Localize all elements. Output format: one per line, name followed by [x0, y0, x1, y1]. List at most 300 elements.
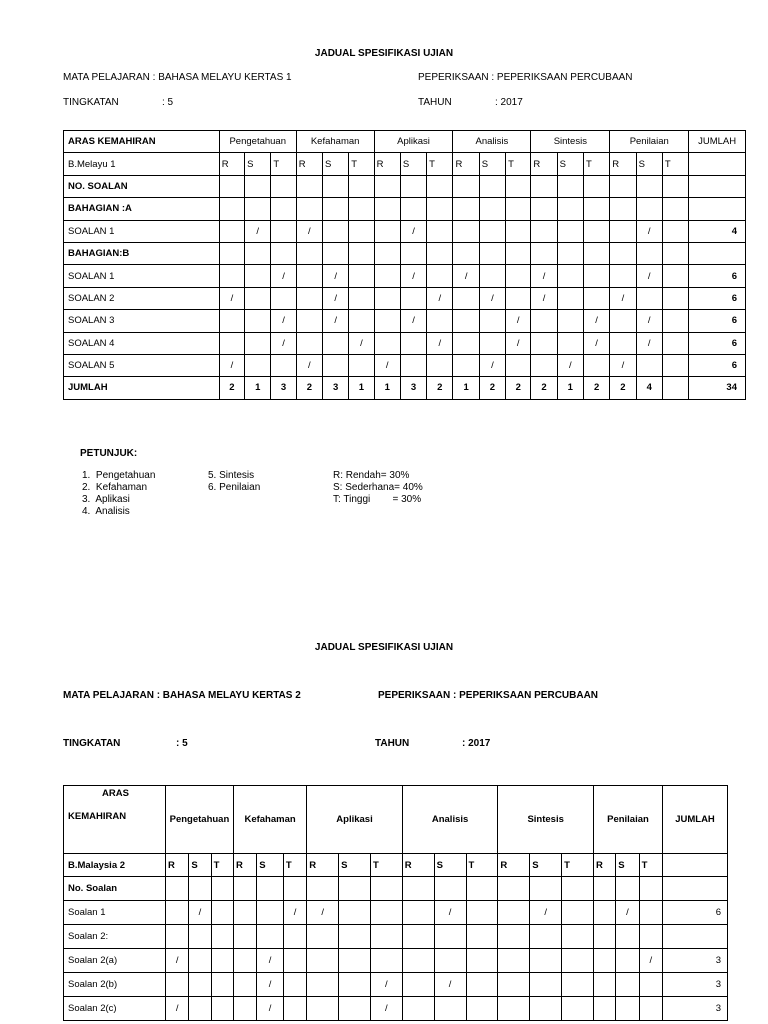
- table-cell: 1: [374, 377, 400, 399]
- row-total: 3: [663, 997, 728, 1021]
- table-header-row: [64, 131, 746, 153]
- table-cell: [479, 220, 505, 242]
- table-cell: [557, 265, 583, 287]
- doc1-subject: MATA PELAJARAN : BAHASA MELAYU KERTAS 1: [63, 72, 292, 83]
- table-cell: [402, 901, 434, 925]
- table-cell: [233, 925, 256, 949]
- table-cell: [530, 973, 562, 997]
- table-cell: [593, 925, 615, 949]
- row-label: Soalan 2(c): [64, 997, 166, 1021]
- level-subheader: T: [211, 854, 233, 877]
- table-cell: 2: [583, 377, 609, 399]
- table-cell: [400, 198, 426, 220]
- table-cell: [453, 287, 479, 309]
- table-cell: [639, 925, 662, 949]
- header-skill-group: Penilaian: [610, 131, 689, 153]
- table-cell: [402, 949, 434, 973]
- doc1-spec-table: [63, 130, 746, 400]
- table-cell: [531, 332, 557, 354]
- table-cell: [562, 973, 594, 997]
- row-label: NO. SOALAN: [64, 175, 220, 197]
- table-cell: [211, 901, 233, 925]
- table-cell: [165, 901, 188, 925]
- table-row: [64, 973, 728, 997]
- level-subheader: S: [530, 854, 562, 877]
- table-cell: [349, 175, 374, 197]
- table-cell: [610, 175, 636, 197]
- table-cell: /: [506, 332, 531, 354]
- table-cell: /: [479, 354, 505, 376]
- table-cell: [531, 242, 557, 264]
- table-row: [64, 220, 746, 242]
- table-cell: 2: [219, 377, 244, 399]
- doc1-title: JADUAL SPESIFIKASI UJIAN: [314, 48, 454, 59]
- table-cell: [307, 925, 339, 949]
- table-cell: [557, 198, 583, 220]
- table-cell: 3: [400, 377, 426, 399]
- table-cell: [593, 949, 615, 973]
- table-cell: [663, 854, 728, 877]
- table-cell: [434, 997, 466, 1021]
- table-cell: /: [530, 901, 562, 925]
- table-cell: /: [307, 901, 339, 925]
- table-cell: [593, 973, 615, 997]
- table-cell: [374, 265, 400, 287]
- table-cell: [370, 901, 402, 925]
- table-cell: [530, 997, 562, 1021]
- legend-item: 4. Analisis: [82, 506, 130, 517]
- table-cell: [506, 242, 531, 264]
- table-cell: /: [257, 973, 284, 997]
- legend-levels-list: [333, 470, 423, 506]
- table-cell: [211, 949, 233, 973]
- table-cell: /: [370, 973, 402, 997]
- row-label: Soalan 2:: [64, 925, 166, 949]
- table-cell: [374, 332, 400, 354]
- row-label: JUMLAH: [64, 377, 220, 399]
- level-subheader: T: [583, 153, 609, 175]
- table-cell: [402, 925, 434, 949]
- level-subheader: T: [639, 854, 662, 877]
- table-cell: [593, 997, 615, 1021]
- table-cell: /: [257, 997, 284, 1021]
- table-cell: [593, 877, 615, 901]
- table-cell: [402, 973, 434, 997]
- table-cell: [349, 265, 374, 287]
- table-cell: /: [557, 354, 583, 376]
- level-subheader: R: [593, 854, 615, 877]
- table-cell: /: [583, 310, 609, 332]
- header-skill-group: Penilaian: [593, 786, 662, 854]
- header-jumlah: JUMLAH: [689, 131, 746, 153]
- table-cell: 2: [479, 377, 505, 399]
- table-cell: /: [427, 332, 453, 354]
- doc2-year-value: : 2017: [462, 738, 491, 749]
- header-skill-group: Aplikasi: [307, 786, 403, 854]
- table-cell: [271, 354, 296, 376]
- table-cell: [498, 997, 530, 1021]
- table-row: [64, 332, 746, 354]
- table-cell: [211, 877, 233, 901]
- table-cell: 3: [322, 377, 348, 399]
- table-cell: [562, 997, 594, 1021]
- level-subheader: T: [271, 153, 296, 175]
- table-cell: /: [349, 332, 374, 354]
- table-cell: [165, 925, 188, 949]
- header-skill-group: Analisis: [453, 131, 531, 153]
- table-cell: [374, 242, 400, 264]
- header-skill-group: Sintesis: [498, 786, 594, 854]
- table-cell: [616, 877, 639, 901]
- row-total: 6: [689, 332, 746, 354]
- table-cell: [639, 901, 662, 925]
- table-cell: /: [610, 287, 636, 309]
- row-total: [663, 925, 728, 949]
- table-cell: [662, 377, 688, 399]
- doc2-year-label: TAHUN: [375, 738, 410, 749]
- level-subheader: S: [339, 854, 371, 877]
- level-subheader: S: [479, 153, 505, 175]
- header-aras-line: ARAS: [102, 788, 129, 799]
- table-cell: /: [271, 332, 296, 354]
- table-cell: [307, 997, 339, 1021]
- table-cell: [271, 242, 296, 264]
- table-row: [64, 354, 746, 376]
- level-subheader: T: [662, 153, 688, 175]
- table-cell: [466, 925, 498, 949]
- level-subheader: R: [296, 153, 322, 175]
- table-cell: /: [296, 354, 322, 376]
- table-cell: [245, 287, 271, 309]
- table-cell: [498, 925, 530, 949]
- table-cell: [479, 175, 505, 197]
- table-cell: [479, 310, 505, 332]
- table-cell: [610, 332, 636, 354]
- table-cell: 1: [557, 377, 583, 399]
- table-cell: 2: [610, 377, 636, 399]
- table-cell: /: [322, 310, 348, 332]
- table-cell: /: [165, 997, 188, 1021]
- table-cell: [374, 287, 400, 309]
- table-cell: [479, 198, 505, 220]
- table-cell: [427, 220, 453, 242]
- doc1-year-label: TAHUN: [418, 97, 452, 108]
- level-subheader: S: [434, 854, 466, 877]
- legend-item: 5. Sintesis: [208, 470, 255, 481]
- legend-item: 2. Kefahaman: [82, 482, 148, 493]
- level-subheader: S: [616, 854, 639, 877]
- table-cell: [557, 175, 583, 197]
- table-cell: [427, 354, 453, 376]
- doc2-level-label: TINGKATAN: [63, 738, 121, 749]
- table-cell: [479, 332, 505, 354]
- table-cell: /: [616, 901, 639, 925]
- table-cell: [562, 877, 594, 901]
- legend-item: T: Tinggi = 30%: [333, 494, 422, 505]
- table-cell: [662, 287, 688, 309]
- table-cell: [662, 332, 688, 354]
- table-cell: [322, 354, 348, 376]
- table-cell: [583, 287, 609, 309]
- table-cell: [257, 877, 284, 901]
- row-total: 6: [689, 287, 746, 309]
- table-cell: [211, 925, 233, 949]
- table-cell: [296, 198, 322, 220]
- table-cell: [271, 198, 296, 220]
- table-cell: [498, 949, 530, 973]
- table-cell: [233, 901, 256, 925]
- level-subheader: T: [506, 153, 531, 175]
- table-cell: [349, 310, 374, 332]
- table-cell: [189, 925, 211, 949]
- table-cell: [662, 310, 688, 332]
- row-label: SOALAN 3: [64, 310, 220, 332]
- table-cell: 1: [349, 377, 374, 399]
- table-cell: [434, 877, 466, 901]
- table-cell: [636, 354, 662, 376]
- row-label: No. Soalan: [64, 877, 166, 901]
- table-cell: [453, 354, 479, 376]
- table-cell: [427, 175, 453, 197]
- table-cell: [466, 997, 498, 1021]
- table-cell: 1: [245, 377, 271, 399]
- row-total: [689, 242, 746, 264]
- table-cell: [583, 220, 609, 242]
- table-row: [64, 265, 746, 287]
- table-row: [64, 997, 728, 1021]
- level-subheader: T: [427, 153, 453, 175]
- table-cell: [296, 310, 322, 332]
- table-cell: [662, 198, 688, 220]
- level-subheader: T: [370, 854, 402, 877]
- table-cell: /: [370, 997, 402, 1021]
- table-cell: [307, 877, 339, 901]
- header-skill-group: Sintesis: [531, 131, 610, 153]
- table-cell: 2: [531, 377, 557, 399]
- table-cell: 2: [427, 377, 453, 399]
- table-cell: [245, 175, 271, 197]
- table-cell: [636, 198, 662, 220]
- level-subheader: T: [466, 854, 498, 877]
- table-cell: [616, 949, 639, 973]
- table-row: [64, 310, 746, 332]
- table-cell: [374, 220, 400, 242]
- table-cell: [219, 242, 244, 264]
- table-cell: [610, 310, 636, 332]
- table-cell: /: [400, 220, 426, 242]
- table-cell: [370, 949, 402, 973]
- level-subheader: R: [219, 153, 244, 175]
- table-cell: [583, 242, 609, 264]
- table-cell: [530, 925, 562, 949]
- legend-item: 1. Pengetahuan: [82, 470, 156, 481]
- table-cell: [453, 332, 479, 354]
- level-subheader: R: [498, 854, 530, 877]
- table-cell: [219, 265, 244, 287]
- table-cell: [583, 354, 609, 376]
- table-cell: [271, 287, 296, 309]
- doc1-year-value: : 2017: [495, 97, 523, 108]
- table-cell: [296, 242, 322, 264]
- table-cell: [339, 877, 371, 901]
- doc2-exam: PEPERIKSAAN : PEPERIKSAAN PERCUBAAN: [378, 690, 599, 701]
- table-cell: [506, 354, 531, 376]
- table-cell: [400, 175, 426, 197]
- level-subheader: S: [257, 854, 284, 877]
- table-cell: [453, 175, 479, 197]
- table-row: [64, 377, 746, 399]
- table-cell: /: [219, 354, 244, 376]
- row-label: SOALAN 1: [64, 265, 220, 287]
- table-cell: [322, 220, 348, 242]
- row-label: SOALAN 5: [64, 354, 220, 376]
- table-cell: [466, 949, 498, 973]
- table-cell: /: [610, 354, 636, 376]
- level-subheader: T: [283, 854, 306, 877]
- table-cell: [466, 901, 498, 925]
- doc1-exam: PEPERIKSAAN : PEPERIKSAAN PERCUBAAN: [418, 72, 633, 83]
- table-cell: /: [400, 310, 426, 332]
- table-cell: [562, 949, 594, 973]
- table-cell: /: [583, 332, 609, 354]
- table-cell: [427, 242, 453, 264]
- table-cell: [257, 901, 284, 925]
- row-total: 4: [689, 220, 746, 242]
- table-cell: [616, 997, 639, 1021]
- row-total: [689, 198, 746, 220]
- table-cell: [557, 242, 583, 264]
- table-cell: [349, 198, 374, 220]
- level-subheader: R: [402, 854, 434, 877]
- table-cell: [531, 354, 557, 376]
- table-cell: /: [219, 287, 244, 309]
- table-cell: 3: [271, 377, 296, 399]
- level-subheader: R: [453, 153, 479, 175]
- table-cell: [349, 354, 374, 376]
- header-skill-group: Kefahaman: [296, 131, 374, 153]
- table-cell: /: [165, 949, 188, 973]
- legend-title: PETUNJUK:: [80, 448, 138, 459]
- table-cell: [479, 265, 505, 287]
- table-cell: [498, 901, 530, 925]
- level-subheader: S: [245, 153, 271, 175]
- legend-skills-list-1: [82, 470, 155, 518]
- table-row: [64, 198, 746, 220]
- table-cell: /: [245, 220, 271, 242]
- table-row: [64, 242, 746, 264]
- table-cell: [296, 287, 322, 309]
- table-cell: [245, 198, 271, 220]
- table-row: [64, 877, 728, 901]
- table-cell: [211, 973, 233, 997]
- table-cell: [219, 332, 244, 354]
- table-cell: /: [506, 310, 531, 332]
- table-cell: [370, 925, 402, 949]
- table-cell: [283, 877, 306, 901]
- level-subheader: R: [233, 854, 256, 877]
- legend-item: 3. Aplikasi: [82, 494, 130, 505]
- table-cell: [322, 198, 348, 220]
- table-cell: [322, 242, 348, 264]
- table-cell: [562, 901, 594, 925]
- level-subheader: R: [531, 153, 557, 175]
- table-cell: [557, 310, 583, 332]
- table-cell: [374, 175, 400, 197]
- table-cell: [374, 310, 400, 332]
- table-cell: [402, 997, 434, 1021]
- row-total: 34: [689, 377, 746, 399]
- header-skill-group: Pengetahuan: [219, 131, 296, 153]
- subject-label: B.Melayu 1: [64, 153, 220, 175]
- legend-item: S: Sederhana= 40%: [333, 482, 423, 493]
- row-total: 6: [689, 354, 746, 376]
- table-subheader-row: [64, 153, 746, 175]
- level-subheader: S: [557, 153, 583, 175]
- table-cell: [233, 877, 256, 901]
- row-total: 6: [663, 901, 728, 925]
- table-cell: [370, 877, 402, 901]
- table-cell: [557, 220, 583, 242]
- table-cell: [339, 901, 371, 925]
- header-aras-kemahiran: ARAS KEMAHIRAN: [64, 131, 220, 153]
- table-cell: [562, 925, 594, 949]
- table-cell: /: [453, 265, 479, 287]
- table-cell: [245, 310, 271, 332]
- table-cell: [531, 220, 557, 242]
- table-cell: [245, 265, 271, 287]
- table-cell: [402, 877, 434, 901]
- header-aras-kemahiran: [64, 786, 166, 854]
- table-cell: /: [189, 901, 211, 925]
- table-cell: [257, 925, 284, 949]
- row-total: [689, 175, 746, 197]
- table-cell: [662, 175, 688, 197]
- table-cell: /: [322, 265, 348, 287]
- row-label: Soalan 2(a): [64, 949, 166, 973]
- subject-label: B.Malaysia 2: [64, 854, 166, 877]
- table-cell: [453, 220, 479, 242]
- table-cell: [498, 877, 530, 901]
- table-cell: [233, 949, 256, 973]
- table-cell: [530, 949, 562, 973]
- table-cell: [453, 242, 479, 264]
- table-cell: /: [400, 265, 426, 287]
- table-row: [64, 925, 728, 949]
- row-total: 3: [663, 949, 728, 973]
- table-cell: [339, 925, 371, 949]
- table-cell: [283, 973, 306, 997]
- table-cell: [610, 220, 636, 242]
- table-cell: [165, 877, 188, 901]
- table-subheader-row: [64, 854, 728, 877]
- table-cell: [616, 925, 639, 949]
- table-cell: /: [639, 949, 662, 973]
- table-cell: [283, 925, 306, 949]
- table-cell: [610, 198, 636, 220]
- table-cell: [400, 287, 426, 309]
- table-cell: [479, 242, 505, 264]
- header-kemahiran-line: KEMAHIRAN: [68, 811, 127, 822]
- table-cell: [662, 265, 688, 287]
- row-label: SOALAN 1: [64, 220, 220, 242]
- table-cell: [245, 354, 271, 376]
- row-total: 6: [689, 265, 746, 287]
- table-cell: [506, 198, 531, 220]
- table-cell: [219, 310, 244, 332]
- header-jumlah: JUMLAH: [663, 786, 728, 854]
- header-skill-group: Kefahaman: [233, 786, 306, 854]
- doc2-level-value: : 5: [176, 738, 188, 749]
